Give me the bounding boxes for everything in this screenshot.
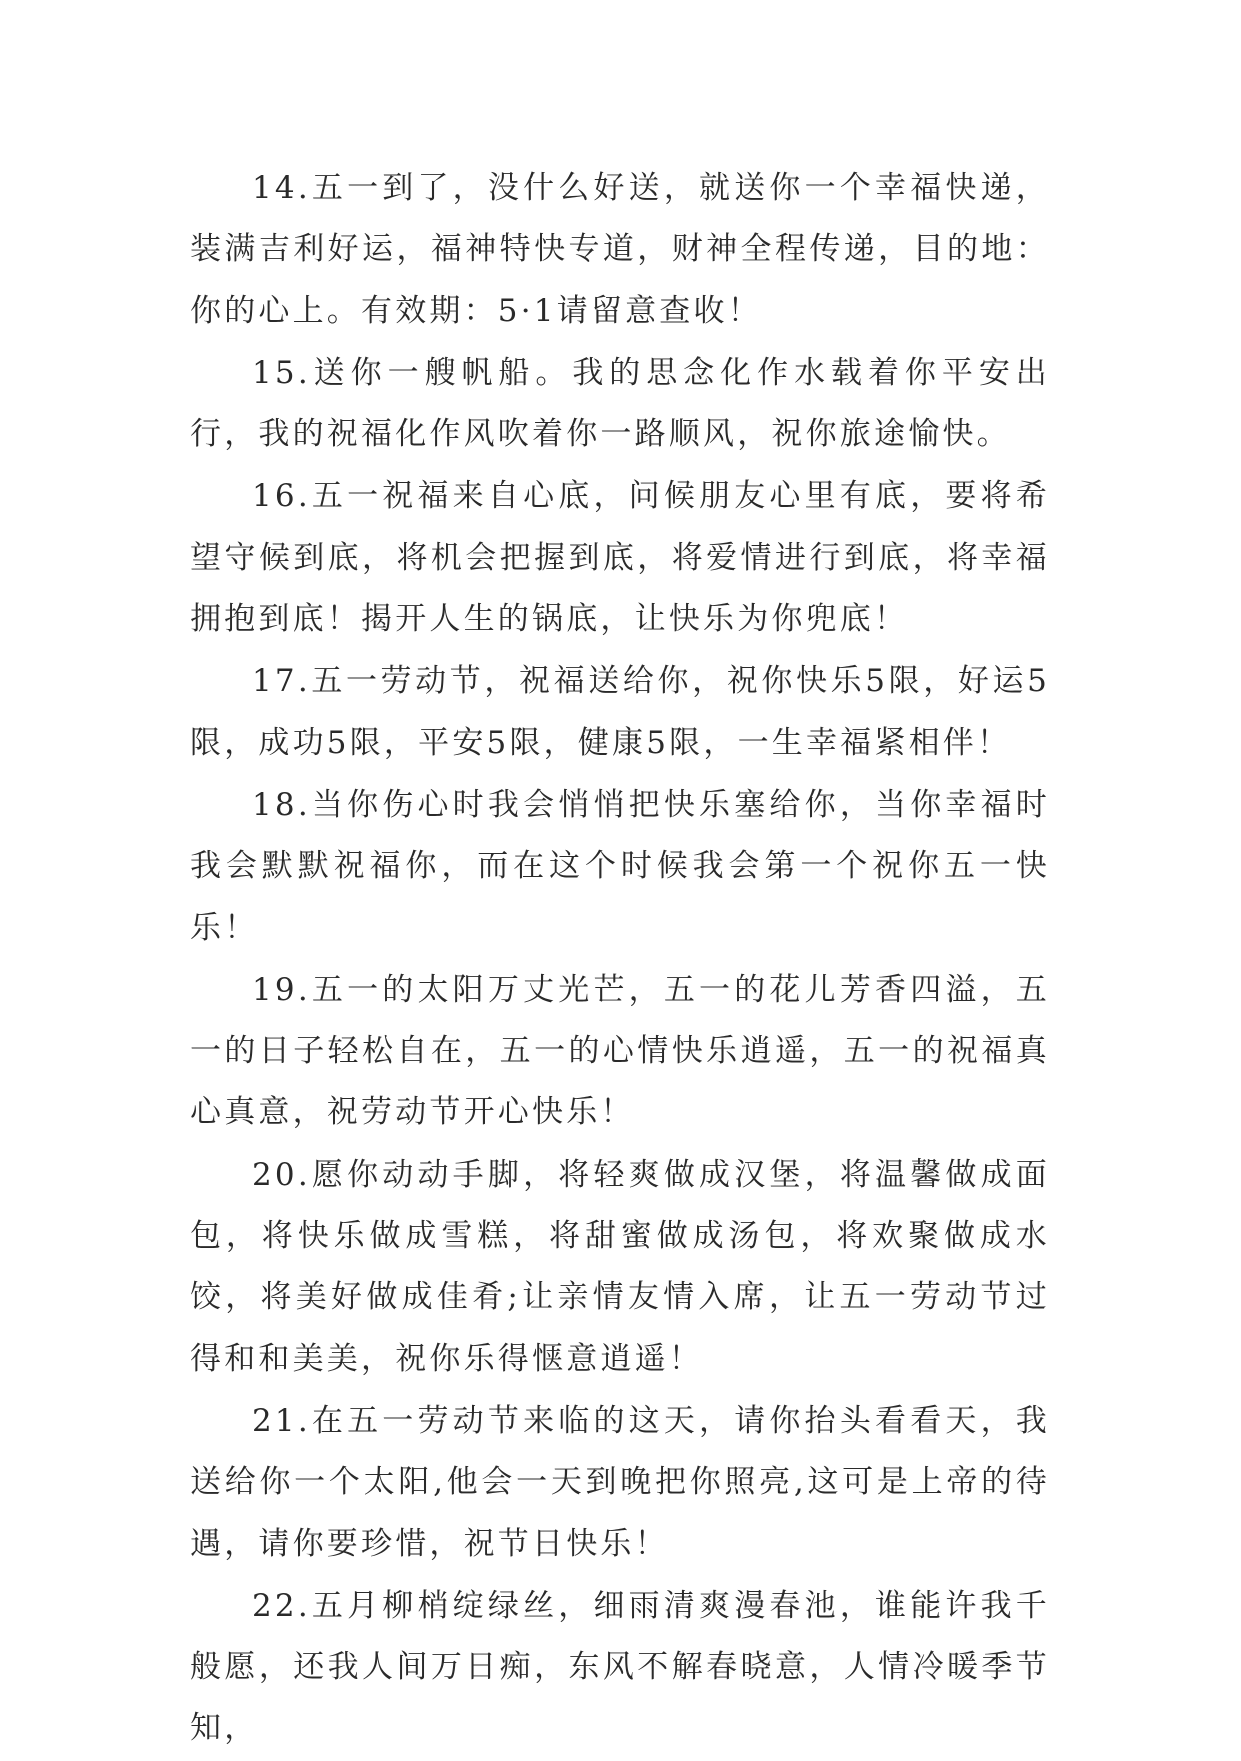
paragraph-18: 18.当你伤心时我会悄悄把快乐塞给你，当你幸福时我会默默祝福你，而在这个时候我会第一个祝你五一快乐！ (190, 786, 1050, 946)
paragraph-14: 14.五一到了，没什么好送，就送你一个幸福快递，装满吉利好运，福神特快专道，财神全程传递，目的地：你的心上。有效期：5·1请留意查收！ (190, 170, 1050, 329)
paragraph-20: 20.愿你动动手脚，将轻爽做成汉堡，将温馨做成面包，将快乐做成雪糕，将甜蜜做成汤包，将欢聚做成水饺，将美好做成佳肴;让亲情友情入席，让五一劳动节过得和和美美，祝你乐得惬意逍遥！ (190, 1156, 1050, 1377)
paragraph-17: 17.五一劳动节，祝福送给你，祝你快乐5限，好运5限，成功5限，平安5限，健康5限，一生幸福紧相伴！ (190, 663, 1050, 761)
paragraph-21: 21.在五一劳动节来临的这天，请你抬头看看天，我送给你一个太阳,他会一天到晚把你照亮,这可是上帝的待遇，请你要珍惜，祝节日快乐！ (190, 1402, 1050, 1562)
document-body (190, 158, 1050, 1761)
paragraph-15: 15.送你一艘帆船。我的思念化作水载着你平安出行，我的祝福化作风吹着你一路顺风，祝你旅途愉快。 (190, 354, 1050, 453)
paragraph-19: 19.五一的太阳万丈光芒，五一的花儿芳香四溢，五一的日子轻松自在，五一的心情快乐逍遥，五一的祝福真心真意，祝劳动节开心快乐！ (190, 971, 1050, 1131)
paragraph-22: 22.五月柳梢绽绿丝，细雨清爽漫春池，谁能许我千般愿，还我人间万日痴，东风不解春晓意，人情冷暖季节知， (190, 1587, 1050, 1747)
paragraph-16: 16.五一祝福来自心底，问候朋友心里有底，要将希望守候到底，将机会把握到底，将爱情进行到底，将幸福拥抱到底！揭开人生的锅底，让快乐为你兜底！ (190, 478, 1050, 638)
